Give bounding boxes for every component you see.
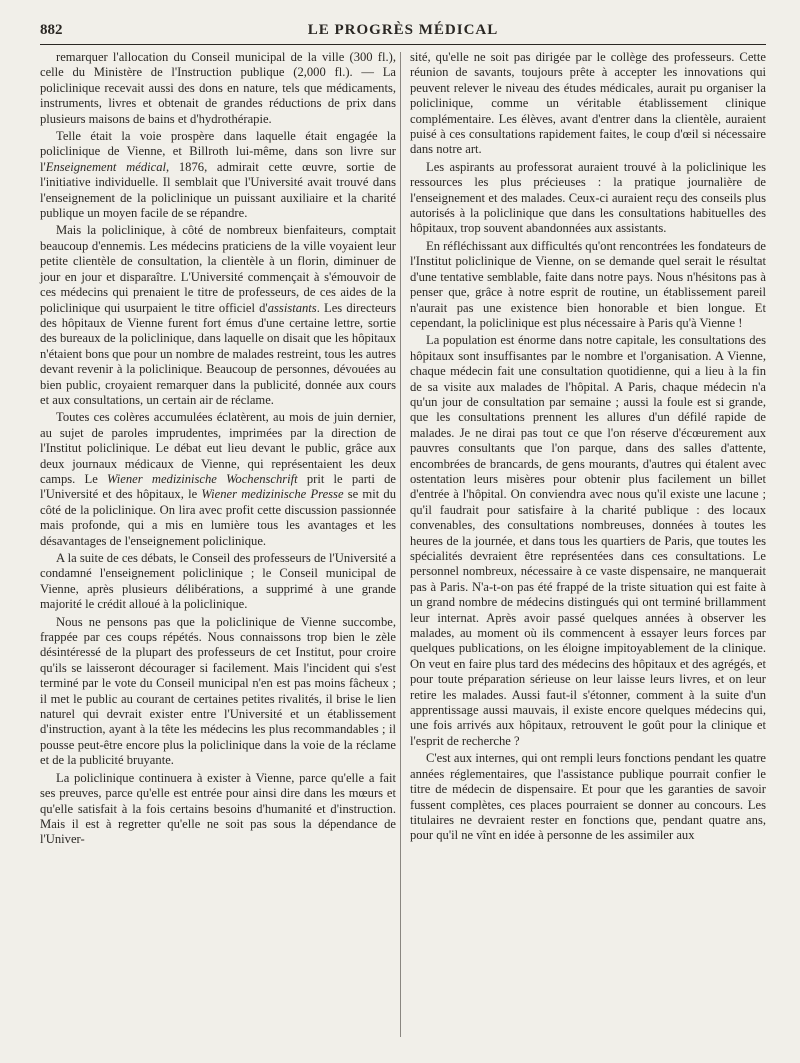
paragraph [40,50,396,127]
running-header [40,18,766,45]
text-run: Toutes ces colères accumulées éclatèrent, au mois de juin dernier, au sujet de paroles imprudentes, imprimées par la direction de l'Institut policlinique. Le débat eut lieu devant le public, grâce aux deux journaux médicaux de Vienne, qui représentaient les deux camps. Le [40,410,396,486]
left-column [40,50,396,850]
paragraph [410,50,766,158]
paragraph [410,160,766,237]
text-run: sité, qu'elle ne soit pas dirigée par le collège des professeurs. Cette réunion de savants, toujours prête à accepter les innovations qui peuvent relever le niveau des études médicales, aurait pu organiser la policlinique, comme un véritable établissement clinique complémentaire. Les élèves, avant d'entrer dans la clientèle, auraient puisé à ces consultations rapidement faites, le coup d'œil si nécessaire dans notre art. [410,50,766,157]
column-divider [400,52,401,1037]
italic-text: Enseignement médical [45,159,167,174]
italic-text: assistants [267,300,317,315]
text-run: La population est énorme dans notre capitale, les consultations des hôpitaux sont insuffisantes par le nombre et l'organisation. A Vienne, chaque médecin fait une consultation quotidienne, qui a lieu à la fin de sa visite aux malades de l'hôpital. A Paris, chaque médecin n'a qu'un jour de consultation par semaine ; aussi la foule est si grande, que les consultations prennent les allures d'un défilé rapide de malades. Je ne dirai pas tout ce que l'on réserve d'écœurement aux pauvres consultants que l'on parque, dans des salles d'attente, encombrées de brancards, de gens mourants, d'autres qui étalent avec ostentation leurs misères pour obtenir plus facilement un billet d'entrée à l'hôpital. On conviendra avec nous qu'il existe une lacune ; qu'il faudrait pour satisfaire à la charité publique : des locaux convenables, des consultations nombreuses, données à toutes les heures de la journée, et dans tous les quartiers de Paris, que toutes les spécialités devraient être représentées dans ces consultations. Le personnel nombreux, nécessaire à ce vaste dispensaire, ne manquerait pas à Paris. N'a-t-on pas été frappé de la triste situation qui est faite à un grand nombre de médecins distingués qui ont terminé brillamment leur internat. Après avoir passé quelques années à observer les malades, au moment où ils commencent à essayer leurs forces par quelques publications, on les éloigne impitoyablement de la clinique. On veut en faire plus tard des médecins des hôpitaux et des agrégés, et pour toute préparation sérieuse on leur laisse leurs livres, et on leur retire les malades. Aussi faut-il s'étonner, comment à la suite d'un apprentissage aussi mauvais, il existe encore quelques médecins qui, une fois arrivés aux hôpitaux, retrouvent le goût pour la clinique et l'esprit de recherche ? [410,333,766,748]
text-run: . Les directeurs des hôpitaux de Vienne furent fort émus d'une certaine lettre, sortie des bureaux de la policlinique, dans laquelle on disait que les hôpitaux n'étaient bons que pour un nombre de malades restreint, tous les autres devant revenir à la policlinique. Beaucoup de personnes, dévouées au bien public, croyaient remarquer dans la publicité, donnée aux cours et aux consultations, un certain air de réclame. [40,300,397,407]
text-run: se mit du côté de la policlinique. On lira avec profit cette discussion passionnée mais profonde, qui a mis en lumière tous les avantages et les désavantages de l'enseignement policlinique. [40,487,396,548]
paragraph [40,551,396,613]
paragraph [410,333,766,749]
paragraph [40,223,396,408]
text-run: Nous ne pensons pas que la policlinique de Vienne succombe, frappée par ces coups répétés. Nous connaissons trop bien le zèle désintéressé de la plupart des professeurs de cet Institut, pour croire qu'ils se laisseront décourager si facilement. Mais l'incident qui s'est terminé par le vote du Conseil municipal n'en est pas moins fâcheux ; il met le public au courant de certaines petites rivalités, il brise le lien naturel qui devrait exister entre l'Université et un établissement d'instruction, ayant à la tête les médecins les plus recommandables ; il pousse peut-être encore plus la policlinique dans la voie de la réclame et de la publicité bruyante. [40,614,396,768]
journal-title: LE PROGRÈS MÉDICAL [307,22,499,38]
text-run: remarquer l'allocation du Conseil municipal de la ville (300 fl.), celle du Ministère de l'Instruction publique (2,000 fl.). — La policlinique recevait aussi des dons en nature, tels que médicaments, instruments, livres et obtenait de grandes réductions de prix dans plusieurs maisons de bains et d'hydrothérapie. [40,50,396,126]
text-run: Les aspirants au professorat auraient trouvé à la policlinique les ressources les plus précieuses : la pratique journalière de l'enseignement et des malades. Ceux-ci auraient reçu des conseils plus autorisés à la policlinique que dans les consultations habituelles des hôpitaux, trop souvent abandonnées aux assistants. [410,159,766,236]
text-run: prit le parti de l'Université et des hôpitaux, le [40,471,396,502]
text-run: A la suite de ces débats, le Conseil des professeurs de l'Université a condamné l'enseignement policlinique ; le Conseil municipal de Vienne, après plusieurs délibérations, a supprimé à une grande majorité le crédit alloué à la policlinique. [40,551,396,612]
page-number: 882 [40,22,63,38]
right-column [410,50,766,846]
paragraph [410,239,766,331]
paragraph [40,615,396,769]
text-run: C'est aux internes, qui ont rempli leurs fonctions pendant les quatre années réglementaires, que l'assistance publique pourrait confier le titre de médecin de dispensaire. Et pour que les garanties de savoir fussent complètes, ces places pourraient se donner au concours. Les titulaires ne devraient rester en fonctions que, pendant quatre ans, pour qu'il ne vînt en idée à personne de les assimiler aux [410,751,766,843]
italic-text: Wiener medizinische Wochenschrift [106,471,298,486]
text-run: En réfléchissant aux difficultés qu'ont rencontrées les fondateurs de l'Institut policlinique de Vienne, on se demande quel serait le résultat d'une tentative semblable, faite dans notre pays. Nous n'hésitons pas à penser que, grâce à notre esprit de routine, un établissement pareil n'aurait pas une existence bien honorable et bien longue. Et cependant, la policlinique est plus nécessaire à Paris qu'à Vienne ! [410,238,766,330]
paragraph [40,410,396,549]
text-run: Mais la policlinique, à côté de nombreux bienfaiteurs, comptait beaucoup d'ennemis. Les médecins praticiens de la ville voyaient leur petite clientèle de consultation, la clientèle à un florin, diminuer de jour en jour et disparaître. L'Université commençait à s'émouvoir de ces médecins qui prenaient le titre de professeurs, de ces aides de la policlinique qui usurpaient le titre officiel d' [40,223,396,315]
text-run: La policlinique continuera à exister à Vienne, parce qu'elle a fait ses preuves, parce qu'elle est entrée pour ainsi dire dans les mœurs et qu'elle satisfait à la fois certains besoins d'humanité et d'instruction. Mais il est à regretter qu'elle ne soit pas sous la dépendance de l'Univer- [40,770,396,847]
paragraph [40,129,396,221]
italic-text: Wiener medizinische Presse [201,487,344,502]
text-run: , 1876, admirait cette œuvre, sortie de l'initiative individuelle. Il semblait que l'Université avait trouvé dans l'enseignement de la policlinique un puissant auxiliaire et la charité publique un moyen facile de se répandre. [40,159,396,221]
paragraph [410,751,766,843]
text-run: Telle était la voie prospère dans laquelle était engagée la policlinique de Vienne, et Billroth lui-même, dans son livre sur l' [40,129,396,174]
paragraph [40,771,396,848]
